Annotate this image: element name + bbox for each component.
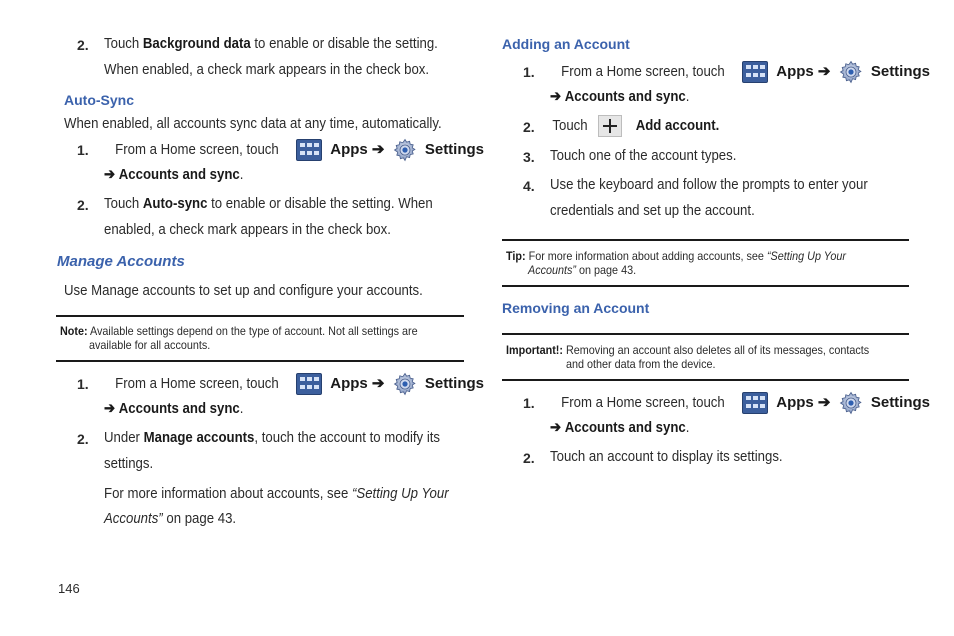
important-line: and other data from the device. [566,357,716,371]
step-number: 2. [523,450,535,466]
step-text-continued: settings. [104,455,154,472]
step-text-continued: ➔ Accounts and sync. [550,88,690,105]
step-text: From a Home screen, touch Apps ➔ Settings [104,138,484,162]
step-text-continued: ➔ Accounts and sync. [104,400,244,417]
step-text: From a Home screen, touch Apps ➔ Settings [104,372,484,396]
section-heading-auto-sync: Auto-Sync [64,92,134,108]
step-number: 1. [77,142,89,158]
step-text: Touch Add account. [550,115,725,137]
apps-grid-icon [296,139,322,161]
plus-icon [598,115,622,137]
step-text: Touch Background data to enable or disable the setting. [104,35,438,52]
note-line: available for all accounts. [89,338,211,352]
settings-gear-icon [393,372,417,396]
step-text: Touch one of the account types. [550,147,737,164]
cross-reference: For more information about accounts, see “Setting Up Your [104,485,449,502]
important-bottom-rule [502,379,909,381]
step-number: 4. [523,178,535,194]
apps-grid-icon [742,392,768,414]
note-top-rule [56,315,464,317]
step-number: 2. [77,197,89,213]
page-number: 146 [58,581,80,596]
step-text: Touch Auto-sync to enable or disable the setting. When [104,195,433,212]
step-number: 1. [77,376,89,392]
step-text: From a Home screen, touch Apps ➔ Settings [550,60,930,84]
step-number: 2. [77,431,89,447]
step-text-continued: enabled, a check mark appears in the check box. [104,221,391,238]
step-text-continued: ➔ Accounts and sync. [104,166,244,183]
apps-grid-icon [742,61,768,83]
section-description: When enabled, all accounts sync data at any time, automatically. [64,115,442,132]
settings-gear-icon [839,391,863,415]
section-description: Use Manage accounts to set up and configure your accounts. [64,282,423,299]
tip-line: Accounts” on page 43. [528,263,637,277]
tip-line: Tip: For more information about adding accounts, see “Setting Up Your [506,249,847,263]
note-line: Note: Available settings depend on the type of account. Not all settings are [60,324,418,338]
step-number: 2. [523,119,535,135]
apps-grid-icon [296,373,322,395]
step-text-continued: When enabled, a check mark appears in the check box. [104,61,430,78]
step-text-continued: ➔ Accounts and sync. [550,419,690,436]
step-text-continued: credentials and set up the account. [550,202,755,219]
settings-gear-icon [839,60,863,84]
step-number: 1. [523,64,535,80]
tip-bottom-rule [502,285,909,287]
note-bottom-rule [56,360,464,362]
step-text: Use the keyboard and follow the prompts to enter your [550,176,868,193]
section-heading-adding-account: Adding an Account [502,36,630,52]
step-number: 2. [77,37,89,53]
step-number: 3. [523,149,535,165]
tip-top-rule [502,239,909,241]
step-text: Under Manage accounts, touch the account to modify its [104,429,441,446]
step-text: Touch an account to display its settings. [550,448,783,465]
important-line: Important!: Removing an account also deletes all of its messages, contacts [506,343,870,357]
settings-gear-icon [393,138,417,162]
important-top-rule [502,333,909,335]
step-number: 1. [523,395,535,411]
step-text: From a Home screen, touch Apps ➔ Settings [550,391,930,415]
cross-reference-continued: Accounts” on page 43. [104,510,237,527]
section-heading-manage-accounts: Manage Accounts [57,253,185,270]
section-heading-removing-account: Removing an Account [502,300,650,316]
